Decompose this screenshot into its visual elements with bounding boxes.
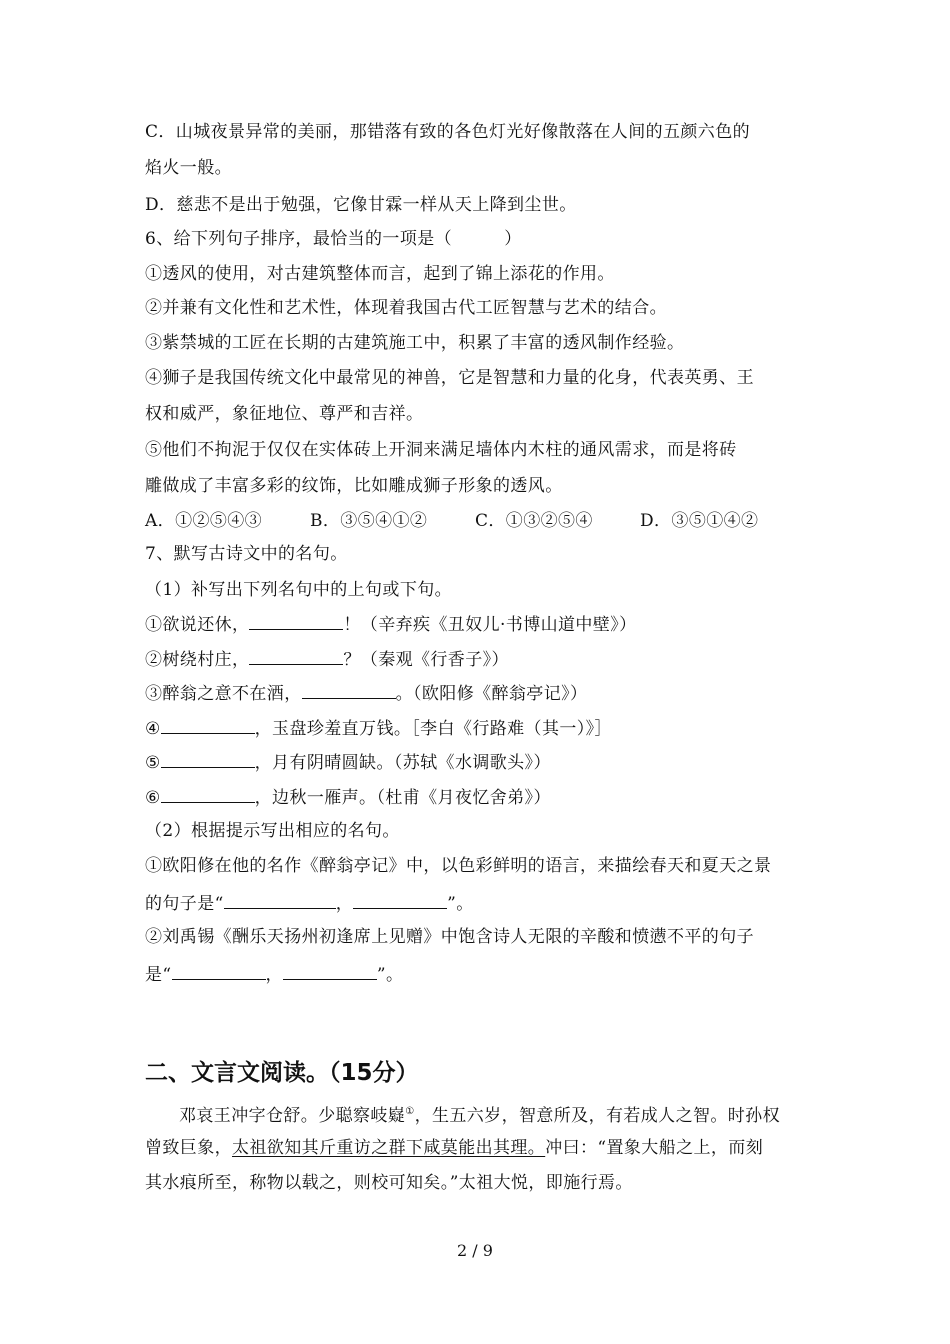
- answer-blank[interactable]: [353, 891, 447, 909]
- q6-sentence-2: ②并兼有文化性和艺术性，体现着我国古代工匠智慧与艺术的结合。: [145, 298, 667, 318]
- answer-blank[interactable]: [161, 785, 255, 803]
- q6-sentence-3: ③紫禁城的工匠在长期的古建筑施工中，积累了丰富的透风制作经验。: [145, 333, 685, 353]
- q6-options: [145, 509, 758, 533]
- answer-blank[interactable]: [302, 681, 396, 699]
- q6-stem: 6、给下列句子排序，最恰当的一项是（ ）: [145, 229, 522, 249]
- q6-sentence-5-line1: ⑤他们不拘泥于仅仅在实体砖上开洞来满足墙体内木柱的通风需求，而是将砖: [145, 440, 737, 460]
- q6-sentence-1: ①透风的使用，对古建筑整体而言，起到了锦上添花的作用。: [145, 264, 615, 284]
- q7-stem: 7、默写古诗文中的名句。: [145, 544, 348, 564]
- q7-item-6: ⑥ ，边秋一雁声。（杜甫《月夜忆舍弟》）: [145, 785, 551, 810]
- q7-part2-a-line2: 的句子是“ ， ”。: [145, 891, 474, 916]
- underlined-sentence: 太祖欲知其斤重访之群下咸莫能出其理。: [232, 1138, 546, 1158]
- q6-sentence-5-line2: 雕做成了丰富多彩的纹饰，比如雕成狮子形象的透风。: [145, 476, 563, 496]
- q7-part2-b-line1: ②刘禹锡《酬乐天扬州初逢席上见赠》中饱含诗人无限的辛酸和愤懑不平的句子: [145, 927, 754, 947]
- q7-item-4: ④ ，玉盘珍羞直万钱。［李白《行路难（其一）》］: [145, 716, 612, 741]
- passage-line1: 邓哀王冲字仓舒。少聪察岐嶷①，生五六岁，智意所及，有若成人之智。时孙权: [179, 1106, 780, 1126]
- page-number: 2 / 9: [457, 1241, 493, 1260]
- q7-item-3: ③醉翁之意不在酒， 。（欧阳修《醉翁亭记》）: [145, 681, 587, 706]
- q6-sentence-4-line2: 权和威严，象征地位、尊严和吉祥。: [145, 404, 424, 424]
- footnote-marker: ①: [405, 1106, 415, 1117]
- q7-part2-b-line2: 是“ ， ”。: [145, 962, 403, 987]
- q7-item-1: ①欲说还休， ！（辛弃疾《丑奴儿·书博山道中壁》）: [145, 612, 637, 637]
- q5-option-d: D．慈悲不是出于勉强，它像甘霖一样从天上降到尘世。: [145, 195, 577, 215]
- section-heading: 二、文言文阅读。（15分）: [145, 1060, 419, 1086]
- answer-blank[interactable]: [283, 962, 377, 980]
- q6-option-a: A．①②⑤④③: [145, 511, 263, 531]
- q6-option-b: B．③⑤④①②: [310, 511, 428, 531]
- q5-option-c-line2: 焰火一般。: [145, 158, 232, 178]
- answer-blank[interactable]: [249, 647, 343, 665]
- answer-blank[interactable]: [161, 716, 255, 734]
- passage-line3: 其水痕所至，称物以载之，则校可知矣。”太祖大悦，即施行焉。: [145, 1173, 633, 1193]
- q6-option-d: D．③⑤①④②: [640, 511, 759, 531]
- answer-blank[interactable]: [249, 612, 343, 630]
- q5-option-c-line1: C．山城夜景异常的美丽，那错落有致的各色灯光好像散落在人间的五颜六色的: [145, 122, 751, 142]
- q7-part2-title: （2）根据提示写出相应的名句。: [145, 821, 400, 841]
- answer-blank[interactable]: [224, 891, 336, 909]
- q7-part1-title: （1）补写出下列名句中的上句或下句。: [145, 580, 453, 600]
- passage-line2: 曾致巨象，太祖欲知其斤重访之群下咸莫能出其理。冲曰：“置象大船之上，而刻: [145, 1138, 764, 1158]
- answer-blank[interactable]: [161, 750, 255, 768]
- q7-item-5: ⑤ ，月有阴晴圆缺。（苏轼《水调歌头》）: [145, 750, 551, 775]
- q7-item-2: ②树绕村庄， ？（秦观《行香子》）: [145, 647, 509, 672]
- q6-sentence-4-line1: ④狮子是我国传统文化中最常见的神兽，它是智慧和力量的化身，代表英勇、王: [145, 368, 754, 388]
- answer-blank[interactable]: [172, 962, 266, 980]
- q7-part2-a-line1: ①欧阳修在他的名作《醉翁亭记》中，以色彩鲜明的语言，来描绘春天和夏天之景: [145, 856, 772, 876]
- q6-option-c: C．①③②⑤④: [475, 511, 593, 531]
